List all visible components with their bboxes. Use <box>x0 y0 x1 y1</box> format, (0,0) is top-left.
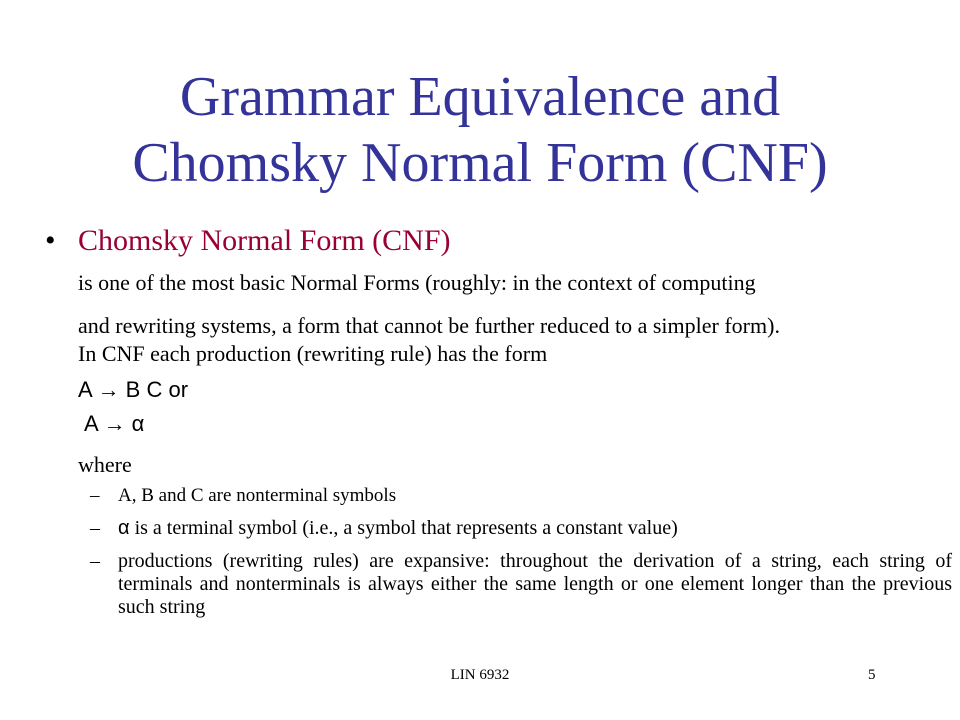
paragraph-line-1: is one of the most basic Normal Forms (roughly: in the context of computing <box>78 270 756 295</box>
dash-marker: – <box>90 485 100 506</box>
production-rule-2: A → α <box>84 411 145 436</box>
sub-bullet-text: productions (rewriting rules) are expansive: throughout the derivation of a string, each string of terminals and nonterminals is always either the same length or one element longer than the previous such string <box>118 550 952 618</box>
footer-course-label: LIN 6932 <box>450 667 510 683</box>
bullet-marker: • <box>45 224 56 257</box>
slide-title <box>0 64 960 196</box>
production-rule-1: A → B C or <box>78 377 189 402</box>
slide-title-line-2: Chomsky Normal Form (CNF) <box>132 132 828 194</box>
sub-bullet-item <box>90 517 952 540</box>
dash-marker: – <box>90 550 100 572</box>
slide-title-line-1: Grammar Equivalence and <box>179 66 781 128</box>
bullet-subheading: Chomsky Normal Form (CNF) <box>78 224 451 257</box>
where-label: where <box>78 452 132 477</box>
sub-bullet-text: A, B and C are nonterminal symbols <box>118 485 397 506</box>
dash-marker: – <box>90 517 100 539</box>
paragraph-line-2: and rewriting systems, a form that cannot be further reduced to a simpler form). <box>78 313 780 338</box>
alpha-symbol: α <box>118 517 130 539</box>
sub-bullet-item <box>90 484 952 507</box>
paragraph-line-3: In CNF each production (rewriting rule) has the form <box>78 341 548 366</box>
sub-bullet-item <box>90 550 952 619</box>
footer-page-number: 5 <box>868 667 876 683</box>
sub-bullet-list <box>90 484 952 629</box>
sub-bullet-text: is a terminal symbol (i.e., a symbol that represents a constant value) <box>129 517 678 539</box>
